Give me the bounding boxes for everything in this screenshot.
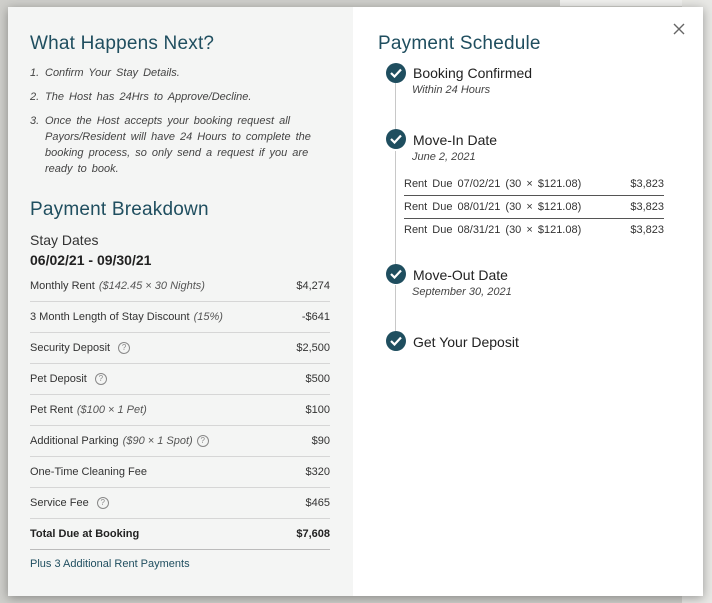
right-panel [353, 7, 703, 596]
breakdown-row-cleaning-fee: One-Time Cleaning Fee $320 [30, 457, 330, 488]
breakdown-row-monthly-rent: Monthly Rent ($142.45 × 30 Nights) $4,274 [30, 271, 330, 302]
close-icon[interactable] [671, 21, 687, 37]
payment-breakdown-title: Payment Breakdown [30, 199, 209, 220]
help-icon[interactable]: ? [95, 373, 107, 385]
stay-dates-label: Stay Dates [30, 232, 99, 248]
breakdown-row-discount: 3 Month Length of Stay Discount (15%) -$641 [30, 302, 330, 333]
rent-schedule-list [404, 173, 664, 241]
step-item: 3. Once the Host accepts your booking request all Payors/Resident will have 24 Hours to complete the booking process, so only send a request if you are ready to book. [30, 115, 311, 175]
move-in-date: June 2, 2021 [412, 151, 476, 163]
check-icon [386, 264, 406, 284]
step-item: 2. The Host has 24Hrs to Approve/Decline. [30, 91, 252, 103]
booking-confirmed-sub: Within 24 Hours [412, 84, 491, 96]
stay-dates-value: 06/02/21 - 09/30/21 [30, 252, 152, 268]
breakdown-row-parking: Additional Parking ($90 × 1 Spot) ? $90 [30, 426, 330, 457]
step-item: 1. Confirm Your Stay Details. [30, 67, 180, 79]
booking-confirmed-title: Booking Confirmed [413, 65, 533, 81]
what-happens-next-title: What Happens Next? [30, 33, 215, 54]
rent-row: Rent Due 08/31/21 (30 × $121.08) $3,823 [404, 224, 664, 236]
rent-row: Rent Due 07/02/21 (30 × $121.08) $3,823 [404, 173, 664, 196]
timeline-connector [395, 285, 396, 333]
breakdown-row-total: Total Due at Booking $7,608 [30, 519, 330, 550]
move-in-title: Move-In Date [413, 132, 498, 148]
timeline-connector [395, 151, 396, 266]
payment-modal [8, 7, 703, 596]
left-panel [8, 7, 353, 596]
check-icon [386, 63, 406, 83]
get-deposit-title: Get Your Deposit [413, 334, 519, 350]
check-icon [386, 129, 406, 149]
breakdown-row-security-deposit: Security Deposit ? $2,500 [30, 333, 330, 364]
breakdown-row-pet-deposit: Pet Deposit ? $500 [30, 364, 330, 395]
breakdown-table [30, 271, 330, 550]
help-icon[interactable]: ? [97, 497, 109, 509]
payment-schedule-title: Payment Schedule [378, 33, 541, 54]
timeline-connector [395, 83, 396, 133]
steps-list [30, 65, 320, 185]
help-icon[interactable]: ? [197, 435, 209, 447]
additional-payments-note: Plus 3 Additional Rent Payments [30, 558, 190, 570]
help-icon[interactable]: ? [118, 342, 130, 354]
breakdown-row-pet-rent: Pet Rent ($100 × 1 Pet) $100 [30, 395, 330, 426]
move-out-date: September 30, 2021 [412, 286, 512, 298]
rent-row: Rent Due 08/01/21 (30 × $121.08) $3,823 [404, 196, 664, 219]
move-out-title: Move-Out Date [413, 267, 508, 283]
check-icon [386, 331, 406, 351]
breakdown-row-service-fee: Service Fee ? $465 [30, 488, 330, 519]
